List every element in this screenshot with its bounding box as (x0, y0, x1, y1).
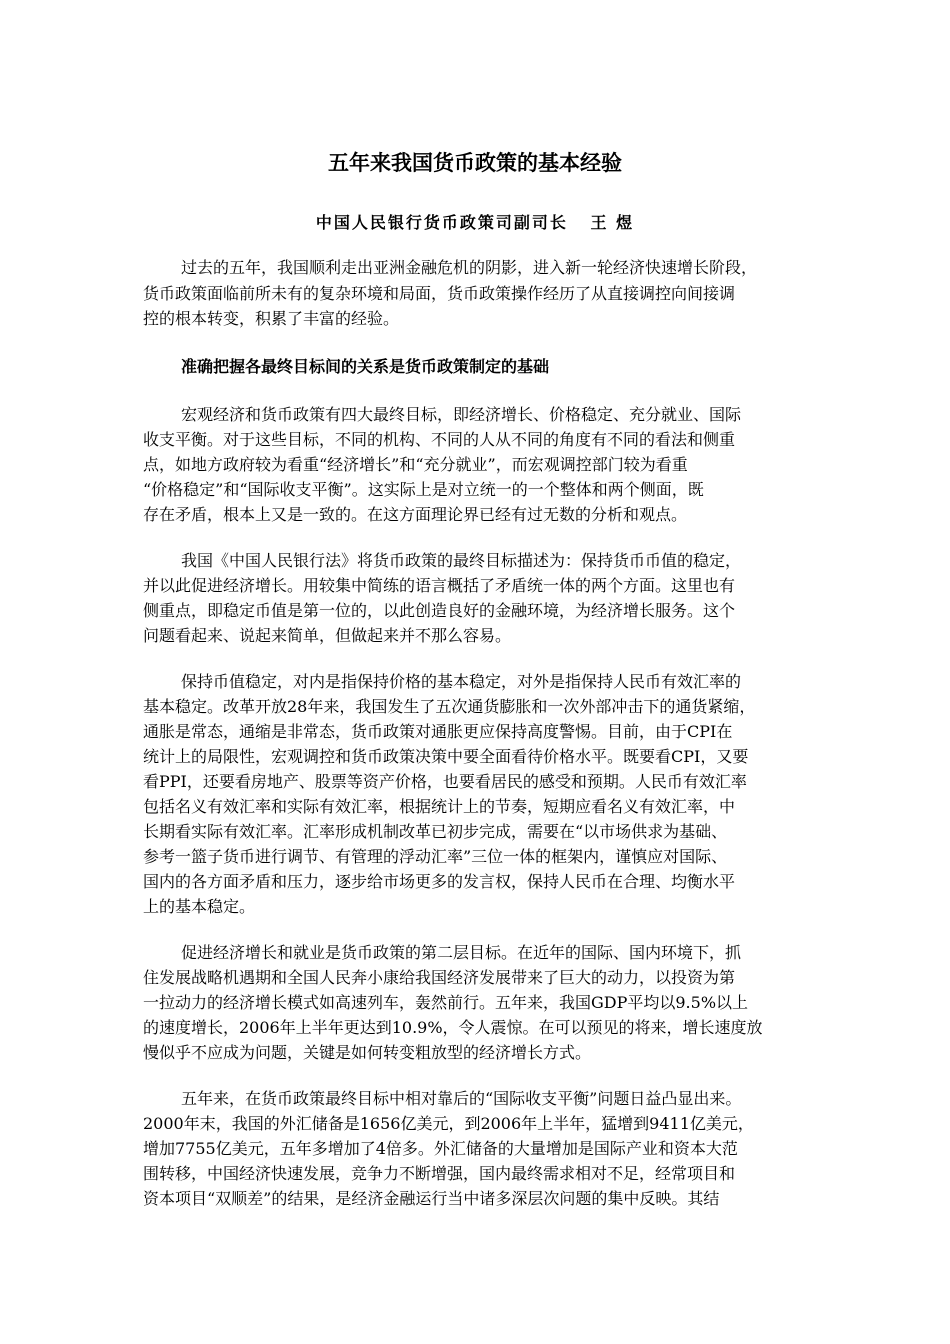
paragraph-line: 增加7755亿美元，五年多增加了4倍多。外汇储备的大量增加是国际产业和资本大范 (143, 1139, 738, 1158)
paragraph-line: 的速度增长，2006年上半年更达到10.9%，令人震惊。在可以预见的将来，增长速度放 (143, 1018, 763, 1037)
paragraph-line: 住发展战略机遇期和全国人民奔小康给我国经济发展带来了巨大的动力，以投资为第 (143, 968, 736, 987)
paragraph-line: 看PPI，还要看房地产、股票等资产价格，也要看居民的感受和预期。人民币有效汇率 (143, 772, 747, 791)
paragraph-line: 宏观经济和货币政策有四大最终目标，即经济增长、价格稳定、充分就业、国际 (181, 405, 742, 424)
paragraph-line: “价格稳定”和“国际收支平衡”。这实际上是对立统一的一个整体和两个侧面，既 (143, 480, 704, 499)
paragraph-line: 货币政策面临前所未有的复杂环境和局面，货币政策操作经历了从直接调控向间接调 (143, 284, 736, 303)
paragraph-line: 通胀是常态，通缩是非常态，货币政策对通胀更应保持高度警惕。目前，由于CPI在 (143, 722, 733, 741)
paragraph-line: 收支平衡。对于这些目标，不同的机构、不同的人从不同的角度有不同的看法和侧重 (143, 430, 736, 449)
paragraph-line: 保持币值稳定，对内是指保持价格的基本稳定，对外是指保持人民币有效汇率的 (181, 672, 742, 691)
paragraph-line: 包括名义有效汇率和实际有效汇率，根据统计上的节奏，短期应看名义有效汇率，中 (143, 797, 736, 816)
paragraph-line: 围转移，中国经济快速发展，竞争力不断增强，国内最终需求相对不足，经常项目和 (143, 1164, 736, 1183)
paragraph-line: 资本项目“双顺差”的结果，是经济金融运行当中诸多深层次问题的集中反映。其结 (143, 1189, 720, 1208)
paragraph-line: 五年来，在货币政策最终目标中相对靠后的“国际收支平衡”问题日益凸显出来。 (181, 1089, 742, 1108)
paragraph-line: 参考一篮子货币进行调节、有管理的浮动汇率”三位一体的框架内，谨慎应对国际、 (143, 847, 728, 866)
paragraph-line: 长期看实际有效汇率。汇率形成机制改革已初步完成，需要在“以市场供求为基础、 (143, 822, 728, 841)
page-title: 五年来我国货币政策的基本经验 (328, 150, 622, 175)
paragraph-line: 基本稳定。改革开放28年来，我国发生了五次通货膨胀和一次外部冲击下的通货紧缩， (143, 697, 756, 716)
paragraph-line: 存在矛盾，根本上又是一致的。在这方面理论界已经有过无数的分析和观点。 (143, 505, 688, 524)
paragraph-line: 控的根本转变，积累了丰富的经验。 (143, 309, 400, 328)
paragraph-line: 并以此促进经济增长。用较集中简练的语言概括了矛盾统一体的两个方面。这里也有 (143, 576, 736, 595)
paragraph-line: 我国《中国人民银行法》将货币政策的最终目标描述为：保持货币币值的稳定， (181, 551, 742, 570)
paragraph-line: 一拉动力的经济增长模式如高速列车，轰然前行。五年来，我国GDP平均以9.5%以上 (143, 993, 749, 1012)
paragraph-line: 侧重点，即稳定币值是第一位的，以此创造良好的金融环境，为经济增长服务。这个 (143, 601, 736, 620)
author-line: 中国人民银行货币政策司副司长 王 煜 (315, 213, 635, 232)
section-heading: 准确把握各最终目标间的关系是货币政策制定的基础 (181, 357, 550, 376)
paragraph-line: 统计上的局限性，宏观调控和货币政策决策中要全面看待价格水平。既要看CPI，又要 (143, 747, 749, 766)
paragraph-line: 慢似乎不应成为问题，关键是如何转变粗放型的经济增长方式。 (143, 1043, 592, 1062)
paragraph-line: 促进经济增长和就业是货币政策的第二层目标。在近年的国际、国内环境下，抓 (181, 943, 742, 962)
paragraph-line: 过去的五年，我国顺利走出亚洲金融危机的阴影，进入新一轮经济快速增长阶段， (181, 258, 758, 277)
paragraph-line: 问题看起来、说起来简单，但做起来并不那么容易。 (143, 626, 512, 645)
paragraph-line: 2000年末，我国的外汇储备是1656亿美元，到2006年上半年，猛增到9411亿美元， (143, 1114, 754, 1133)
paragraph-line: 国内的各方面矛盾和压力，逐步给市场更多的发言权，保持人民币在合理、均衡水平 (143, 872, 736, 891)
paragraph-line: 上的基本稳定。 (143, 897, 256, 916)
paragraph-line: 点，如地方政府较为看重“经济增长”和“充分就业”，而宏观调控部门较为看重 (143, 455, 688, 474)
